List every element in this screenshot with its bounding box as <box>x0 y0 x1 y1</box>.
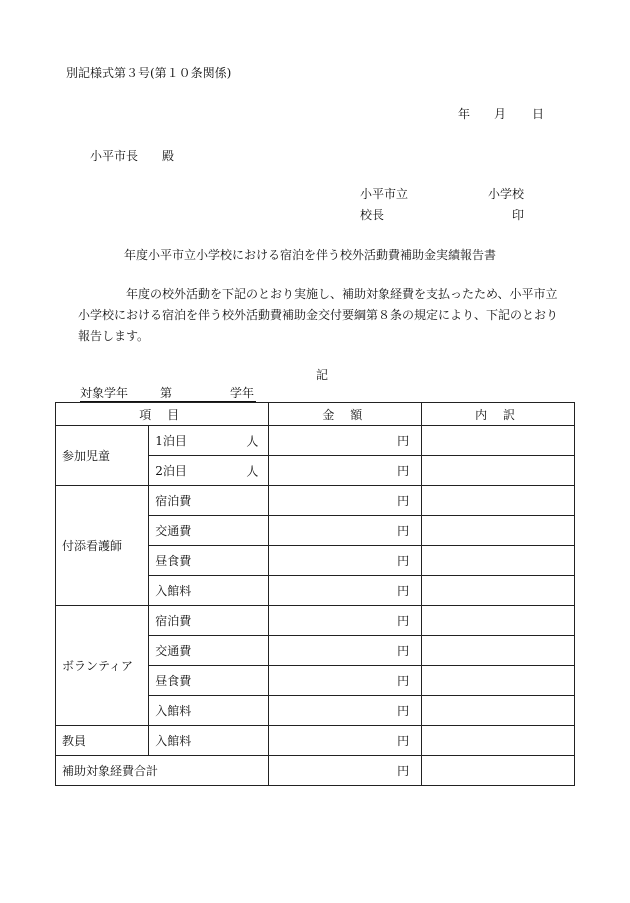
header-amount: 金 額 <box>269 403 422 426</box>
breakdown-cell[interactable] <box>422 606 575 636</box>
table-row <box>56 606 575 636</box>
group-label-volunteer: ボランティア <box>56 606 149 726</box>
item-cell: 宿泊費 <box>149 606 269 636</box>
school-suffix: 小学校 <box>488 187 525 201</box>
amount-cell[interactable]: 円 <box>269 576 422 606</box>
total-breakdown-cell[interactable] <box>422 756 575 786</box>
item-label: 1泊目 <box>155 434 187 448</box>
breakdown-cell[interactable] <box>422 516 575 546</box>
breakdown-cell[interactable] <box>422 456 575 486</box>
table-row <box>56 486 575 516</box>
item-cell: 交通費 <box>149 636 269 666</box>
ki-marker: 記 <box>316 368 329 382</box>
item-cell <box>149 456 269 486</box>
breakdown-cell[interactable] <box>422 636 575 666</box>
date-year: 年 <box>458 107 471 121</box>
amount-cell[interactable]: 円 <box>269 516 422 546</box>
item-cell: 交通費 <box>149 516 269 546</box>
body-text: 年度の校外活動を下記のとおり実施し、補助対象経費を支払ったため、小平市立小学校における宿泊を伴う校外活動費補助金交付要綱第８条の規定により、下記のとおり報告します。 <box>78 287 559 343</box>
item-cell: 昼食費 <box>149 666 269 696</box>
amount-cell[interactable]: 円 <box>269 486 422 516</box>
item-cell: 入館料 <box>149 696 269 726</box>
table-row <box>56 726 575 756</box>
group-label-nurse: 付添看護師 <box>56 486 149 606</box>
breakdown-cell[interactable] <box>422 576 575 606</box>
group-label-teacher: 教員 <box>56 726 149 756</box>
date-line <box>458 105 544 122</box>
amount-cell[interactable]: 円 <box>269 606 422 636</box>
amount-cell[interactable]: 円 <box>269 456 422 486</box>
breakdown-cell[interactable] <box>422 726 575 756</box>
report-title: 年度小平市立小学校における宿泊を伴う校外活動費補助金実績報告書 <box>124 248 497 262</box>
unit-label: 人 <box>246 434 259 448</box>
header-item: 項 目 <box>56 403 269 426</box>
amount-cell[interactable]: 円 <box>269 426 422 456</box>
table-row <box>56 426 575 456</box>
date-month: 月 <box>494 107 507 121</box>
breakdown-cell[interactable] <box>422 486 575 516</box>
grade-label: 対象学年 <box>80 386 129 400</box>
grade-gakunen: 学年 <box>230 386 255 400</box>
breakdown-cell[interactable] <box>422 546 575 576</box>
unit-label: 人 <box>246 464 259 478</box>
item-label: 2泊目 <box>155 464 187 478</box>
grade-dai: 第 <box>160 386 173 400</box>
item-cell: 入館料 <box>149 726 269 756</box>
breakdown-cell[interactable] <box>422 696 575 726</box>
amount-cell[interactable]: 円 <box>269 726 422 756</box>
target-grade-line <box>80 384 256 402</box>
amount-cell[interactable]: 円 <box>269 636 422 666</box>
form-number: 別記様式第３号(第１０条関係) <box>66 66 232 80</box>
breakdown-cell[interactable] <box>422 426 575 456</box>
item-cell: 宿泊費 <box>149 486 269 516</box>
amount-cell[interactable]: 円 <box>269 696 422 726</box>
principal-line <box>360 206 524 223</box>
total-label: 補助対象経費合計 <box>56 756 269 786</box>
item-cell: 入館料 <box>149 576 269 606</box>
addressee: 小平市長 殿 <box>90 149 175 163</box>
amount-cell[interactable]: 円 <box>269 546 422 576</box>
table-header-row <box>56 403 575 426</box>
table-total-row <box>56 756 575 786</box>
group-label-participants: 参加児童 <box>56 426 149 486</box>
total-amount-cell[interactable]: 円 <box>269 756 422 786</box>
item-cell <box>149 426 269 456</box>
item-cell: 昼食費 <box>149 546 269 576</box>
seal-mark: 印 <box>512 208 525 222</box>
school-line <box>360 185 524 202</box>
principal-label: 校長 <box>360 208 385 222</box>
amount-cell[interactable]: 円 <box>269 666 422 696</box>
city-prefix: 小平市立 <box>360 187 409 201</box>
report-table <box>55 402 575 786</box>
breakdown-cell[interactable] <box>422 666 575 696</box>
date-day: 日 <box>532 107 545 121</box>
header-breakdown: 内 訳 <box>422 403 575 426</box>
